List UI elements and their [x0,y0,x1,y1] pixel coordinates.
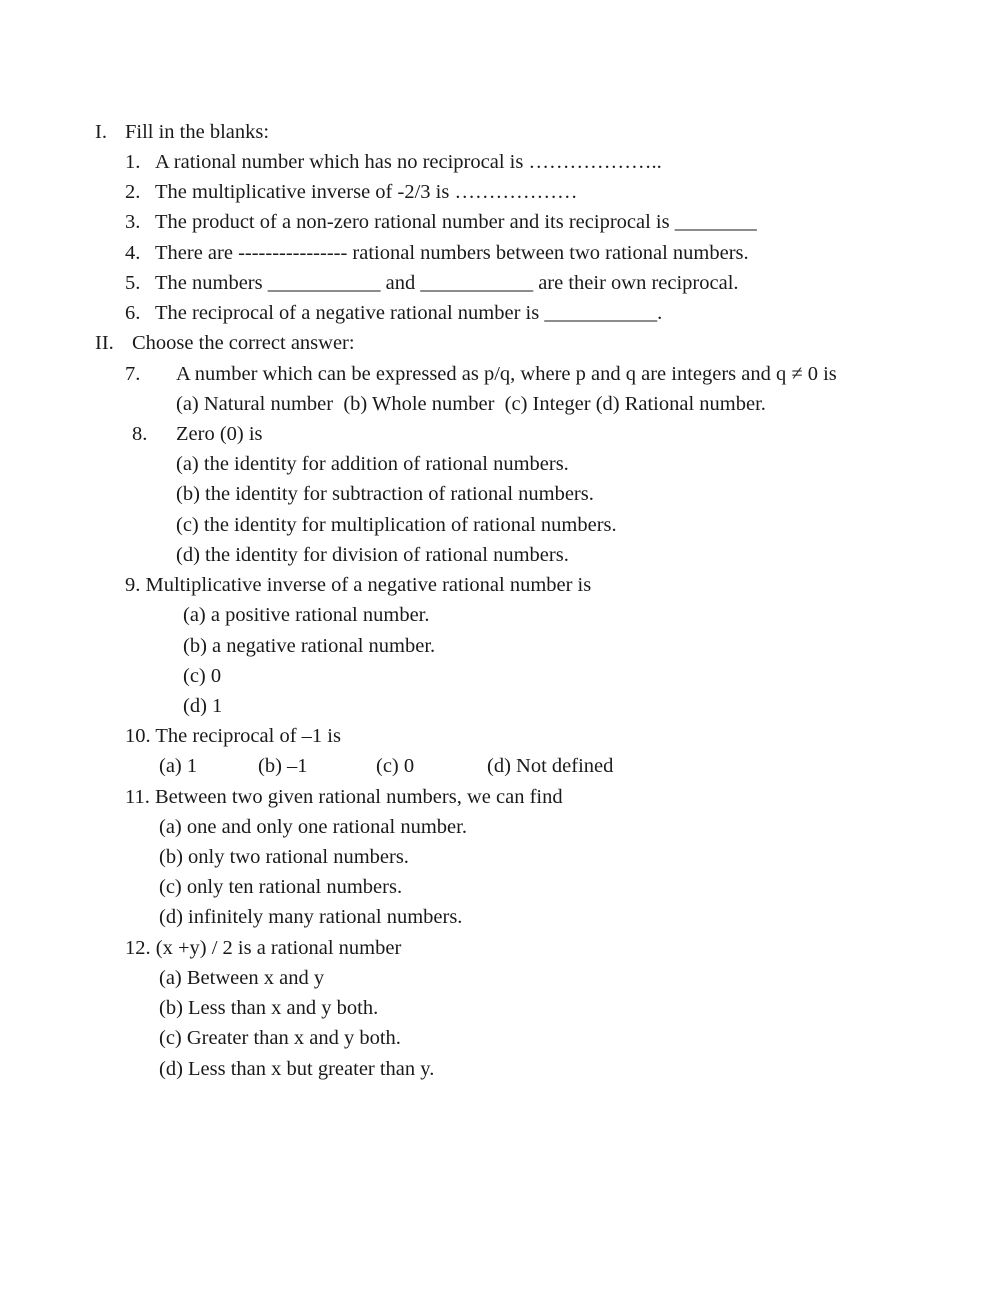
item-1-number: 1. [125,151,141,173]
question-10-option-a: (a) 1 [159,755,198,777]
question-12-text: 12. (x +y) / 2 is a rational number [125,937,402,959]
question-11-text: 11. Between two given rational numbers, we can find [125,786,563,808]
question-9-text: 9. Multiplicative inverse of a negative rational number is [125,574,592,596]
question-7-number: 7. [125,363,141,385]
question-10-option-c: (c) 0 [376,755,415,777]
question-12-option-b: (b) Less than x and y both. [159,997,379,1019]
question-11-option-c: (c) only ten rational numbers. [159,876,403,898]
question-7-options: (a) Natural number (b) Whole number (c) Integer (d) Rational number. [176,393,766,415]
question-8-option-b: (b) the identity for subtraction of rational numbers. [176,483,594,505]
section-2-heading: Choose the correct answer: [132,332,355,354]
question-12-option-a: (a) Between x and y [159,967,325,989]
question-11-option-a: (a) one and only one rational number. [159,816,467,838]
item-6-number: 6. [125,302,141,324]
question-9-option-b: (b) a negative rational number. [183,635,436,657]
item-4-text: There are ---------------- rational numbers between two rational numbers. [155,242,749,264]
question-8-option-c: (c) the identity for multiplication of rational numbers. [176,514,617,536]
question-8-text: Zero (0) is [176,423,263,445]
question-12-option-d: (d) Less than x but greater than y. [159,1058,435,1080]
item-6-text: The reciprocal of a negative rational number is ___________. [155,302,663,324]
question-10-option-d: (d) Not defined [487,755,614,777]
item-5-number: 5. [125,272,141,294]
item-2-text: The multiplicative inverse of -2/3 is ……………… [155,181,578,203]
question-9-option-c: (c) 0 [183,665,222,687]
section-1-heading: Fill in the blanks: [125,121,270,143]
question-7-text: A number which can be expressed as p/q, where p and q are integers and q ≠ 0 is [176,363,837,385]
question-10-option-b: (b) –1 [258,755,308,777]
section-1-numeral: I. [95,121,107,143]
question-8-number: 8. [132,423,148,445]
item-3-number: 3. [125,211,141,233]
question-9-option-d: (d) 1 [183,695,223,717]
item-1-text: A rational number which has no reciprocal is ……………….. [155,151,662,173]
item-5-text: The numbers ___________ and ___________ are their own reciprocal. [155,272,739,294]
question-12-option-c: (c) Greater than x and y both. [159,1027,401,1049]
item-3-text: The product of a non-zero rational number and its reciprocal is ________ [155,211,757,233]
question-11-option-b: (b) only two rational numbers. [159,846,409,868]
question-9-option-a: (a) a positive rational number. [183,604,430,626]
item-4-number: 4. [125,242,141,264]
item-2-number: 2. [125,181,141,203]
question-11-option-d: (d) infinitely many rational numbers. [159,906,463,928]
section-2-numeral: II. [95,332,114,354]
question-8-option-d: (d) the identity for division of rational numbers. [176,544,569,566]
question-8-option-a: (a) the identity for addition of rational numbers. [176,453,569,475]
question-10-text: 10. The reciprocal of –1 is [125,725,341,747]
